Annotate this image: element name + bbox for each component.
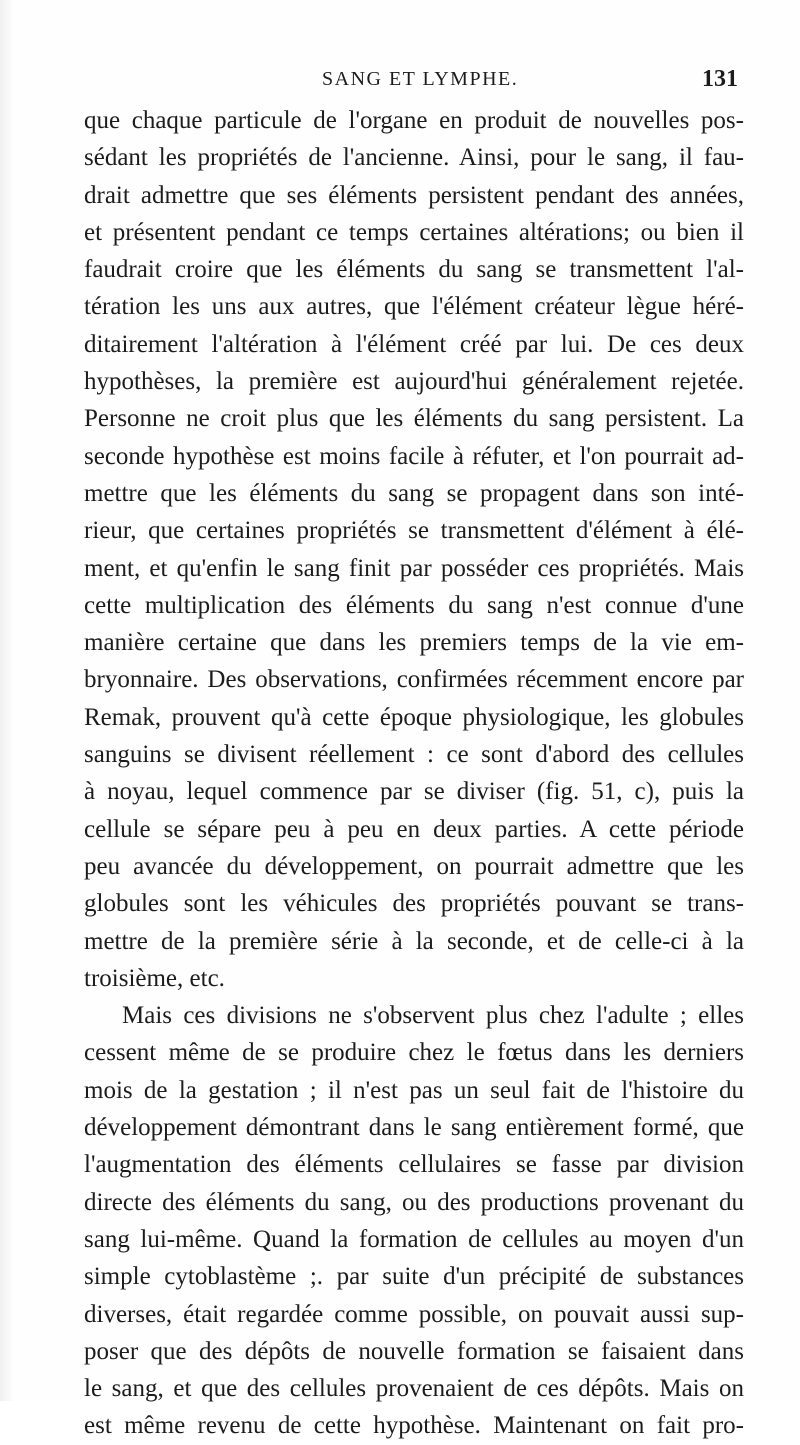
text-line: ditairement l'altération à l'élément créé par lui. De ces deux xyxy=(84,330,744,358)
text-line: est même revenu de cette hypothèse. Maintenant on fait pro- xyxy=(84,1412,744,1440)
text-line: seconde hypothèse est moins facile à réfuter, et l'on pourrait ad- xyxy=(84,442,744,470)
text-line: bryonnaire. Des observations, confirmées récemment encore par xyxy=(84,666,744,694)
text-line: Personne ne croit plus que les éléments du sang persistent. La xyxy=(84,405,744,433)
text-line: poser que des dépôts de nouvelle formation se faisaient dans xyxy=(84,1337,744,1365)
text-line: le sang, et que des cellules provenaient de ces dépôts. Mais on xyxy=(84,1375,744,1403)
text-line: peu avancée du développement, on pourrait admettre que les xyxy=(84,852,744,880)
text-line: diverses, était regardée comme possible, on pouvait aussi sup- xyxy=(84,1300,744,1328)
paragraph-first-line: Mais ces divisions ne s'observent plus chez l'adulte ; elles xyxy=(122,1002,744,1030)
text-line: globules sont les véhicules des propriétés pouvant se trans- xyxy=(84,890,744,918)
text-line: sédant les propriétés de l'ancienne. Ainsi, pour le sang, il fau- xyxy=(84,144,744,172)
text-line: sanguins se divisent réellement : ce sont d'abord des cellules xyxy=(84,741,744,769)
text-line: tération les uns aux autres, que l'élément créateur lègue héré- xyxy=(84,293,744,321)
text-line: troisième, etc. xyxy=(84,964,225,992)
text-line: hypothèses, la première est aujourd'hui généralement rejetée. xyxy=(84,368,744,396)
text-line: développement démontrant dans le sang entièrement formé, que xyxy=(84,1114,744,1142)
text-line: et présentent pendant ce temps certaines altérations; ou bien il xyxy=(84,218,744,246)
page-number: 131 xyxy=(702,66,738,92)
text-line: drait admettre que ses éléments persistent pendant des années, xyxy=(84,181,744,209)
text-line: faudrait croire que les éléments du sang se transmettent l'al- xyxy=(84,256,744,284)
text-line: à noyau, lequel commence par se diviser (fig. 51, c), puis la xyxy=(84,778,744,806)
page-spine-shadow xyxy=(0,0,14,1401)
text-line: manière certaine que dans les premiers temps de la vie em- xyxy=(84,629,744,657)
text-line: cellule se sépare peu à peu en deux parties. A cette période xyxy=(84,815,744,843)
text-line: directe des éléments du sang, ou des productions provenant du xyxy=(84,1188,744,1216)
text-line: mois de la gestation ; il n'est pas un seul fait de l'histoire du xyxy=(84,1076,744,1104)
running-title: SANG ET LYMPHE. xyxy=(322,68,519,90)
text-line: l'augmentation des éléments cellulaires se fasse par division xyxy=(84,1151,744,1179)
text-line: que chaque particule de l'organe en produit de nouvelles pos- xyxy=(84,107,744,134)
text-line: sang lui-même. Quand la formation de cellules au moyen d'un xyxy=(84,1225,744,1253)
text-line: rieur, que certaines propriétés se transmettent d'élément à élé- xyxy=(84,517,744,545)
text-line: cessent même de se produire chez le fœtus dans les derniers xyxy=(84,1039,744,1067)
text-line: mettre que les éléments du sang se propagent dans son inté- xyxy=(84,479,744,507)
text-line: simple cytoblastème ;. par suite d'un précipité de substances xyxy=(84,1263,744,1291)
text-line: ment, et qu'enfin le sang finit par posséder ces propriétés. Mais xyxy=(84,554,744,582)
page-header xyxy=(0,68,800,98)
text-line: cette multiplication des éléments du sang n'est connue d'une xyxy=(84,591,744,619)
text-line: mettre de la première série à la seconde, et de celle-ci à la xyxy=(84,927,744,955)
body-text xyxy=(84,102,744,1445)
text-line: Remak, prouvent qu'à cette époque physiologique, les globules xyxy=(84,703,744,731)
